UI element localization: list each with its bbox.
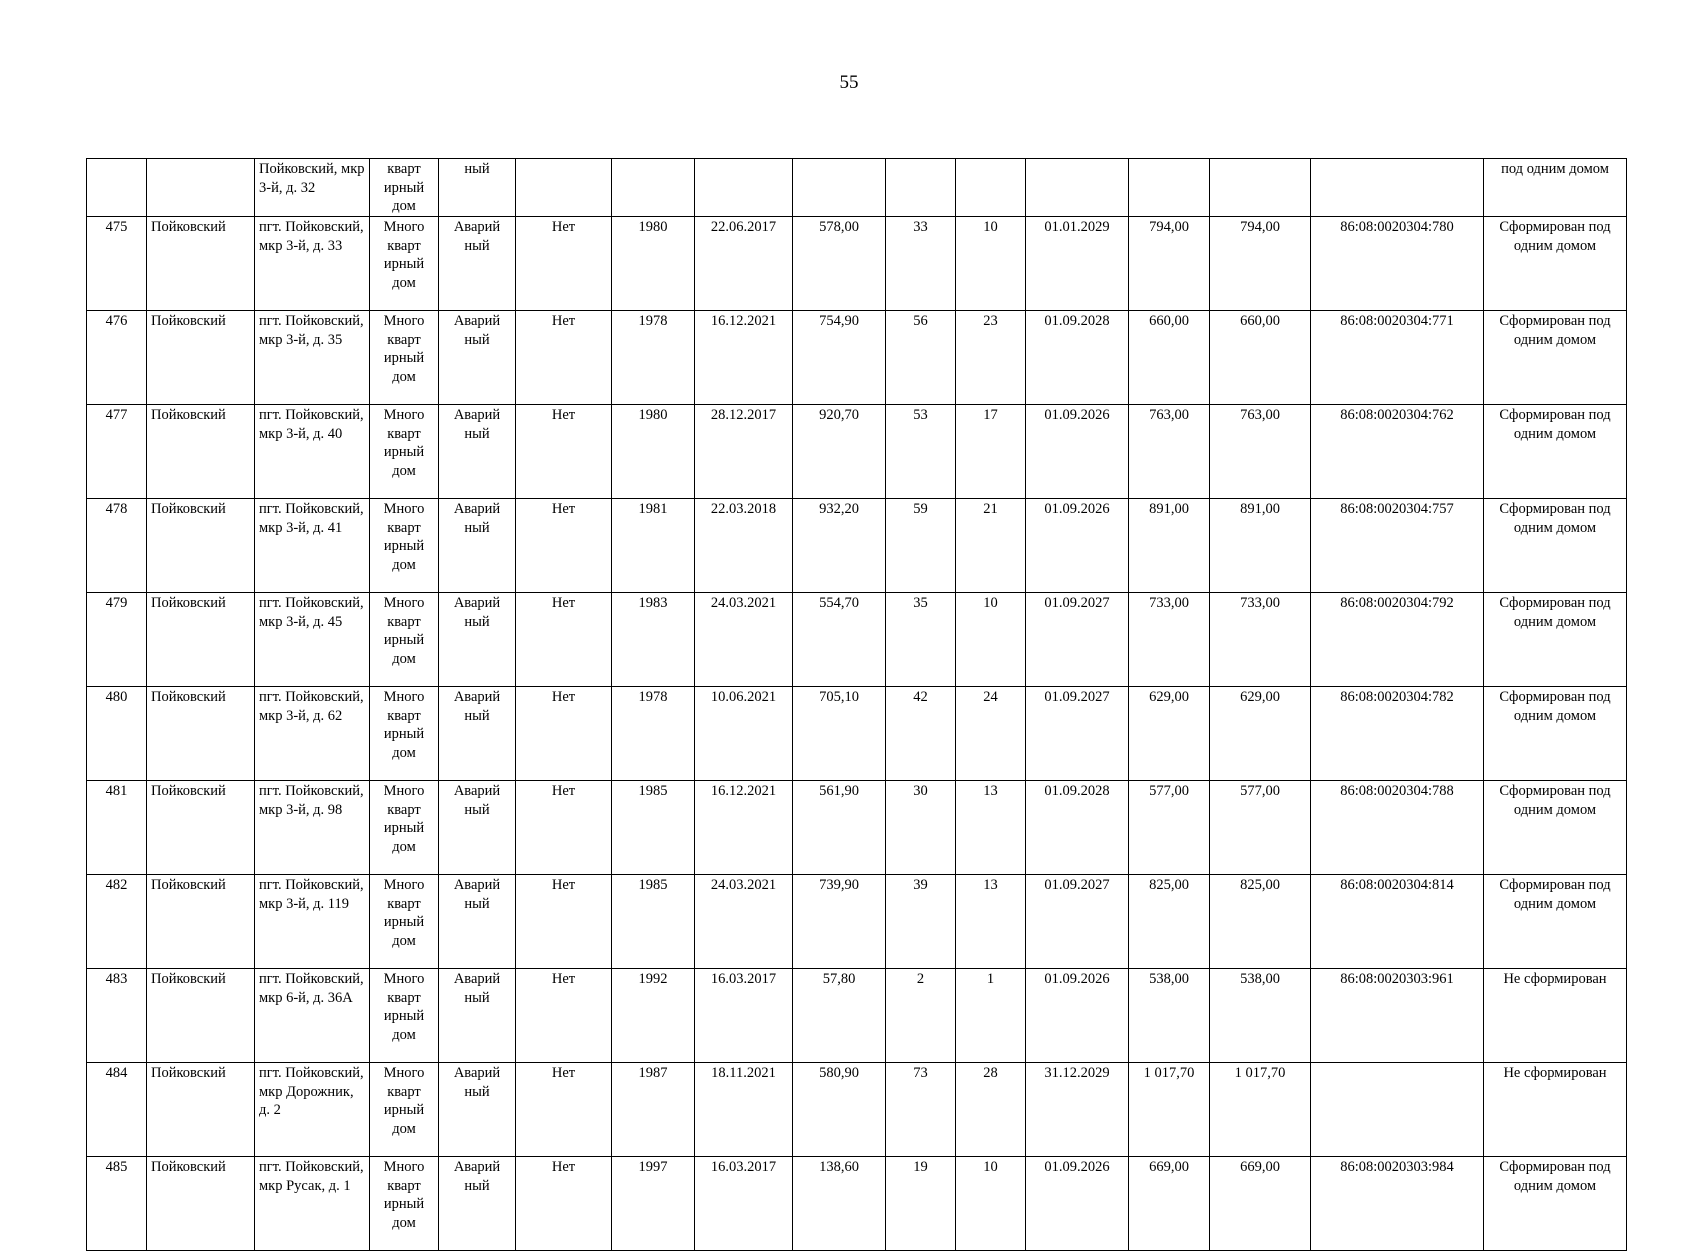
cell-land-status: Сформирован под одним домом bbox=[1484, 1157, 1627, 1251]
cell-address: пгт. Пойковский, мкр 3-й, д. 119 bbox=[255, 875, 370, 969]
cell-area: 580,90 bbox=[793, 1063, 886, 1157]
cell-cost2: 538,00 bbox=[1210, 969, 1311, 1063]
cell-condition: Аварий ный bbox=[439, 311, 516, 405]
cell-deadline: 01.09.2026 bbox=[1026, 405, 1129, 499]
cell-residents: 39 bbox=[886, 875, 956, 969]
cell-cadastral: 86:08:0020303:984 bbox=[1311, 1157, 1484, 1251]
cell-condition: Аварий ный bbox=[439, 875, 516, 969]
cell-year: 1992 bbox=[612, 969, 695, 1063]
cell-date: 28.12.2017 bbox=[695, 405, 793, 499]
cell-land-status: Сформирован под одним домом bbox=[1484, 405, 1627, 499]
cell-deadline: 01.09.2027 bbox=[1026, 593, 1129, 687]
cell-flag bbox=[516, 159, 612, 217]
cell-num bbox=[87, 159, 147, 217]
cell-date: 16.03.2017 bbox=[695, 969, 793, 1063]
cell-cost1: 733,00 bbox=[1129, 593, 1210, 687]
cell-year: 1985 bbox=[612, 781, 695, 875]
cell-num: 478 bbox=[87, 499, 147, 593]
cell-area: 754,90 bbox=[793, 311, 886, 405]
cell-address: пгт. Пойковский, мкр 6-й, д. 36А bbox=[255, 969, 370, 1063]
cell-cost2: 794,00 bbox=[1210, 217, 1311, 311]
cell-area: 561,90 bbox=[793, 781, 886, 875]
cell-deadline: 01.09.2027 bbox=[1026, 687, 1129, 781]
table-row bbox=[87, 311, 1627, 405]
cell-address: пгт. Пойковский, мкр Дорожник, д. 2 bbox=[255, 1063, 370, 1157]
cell-settlement: Пойковский bbox=[147, 969, 255, 1063]
cell-type: кварт ирный дом bbox=[370, 159, 439, 217]
table-row bbox=[87, 969, 1627, 1063]
cell-flag: Нет bbox=[516, 217, 612, 311]
cell-cost1: 577,00 bbox=[1129, 781, 1210, 875]
cell-cost2: 660,00 bbox=[1210, 311, 1311, 405]
cell-date: 18.11.2021 bbox=[695, 1063, 793, 1157]
cell-settlement: Пойковский bbox=[147, 311, 255, 405]
cell-residents: 53 bbox=[886, 405, 956, 499]
table-row bbox=[87, 499, 1627, 593]
cell-cost1: 794,00 bbox=[1129, 217, 1210, 311]
cell-land-status: Сформирован под одним домом bbox=[1484, 875, 1627, 969]
cell-land-status: Сформирован под одним домом bbox=[1484, 593, 1627, 687]
cell-area bbox=[793, 159, 886, 217]
cell-cadastral: 86:08:0020304:814 bbox=[1311, 875, 1484, 969]
cell-num: 475 bbox=[87, 217, 147, 311]
cell-settlement: Пойковский bbox=[147, 1063, 255, 1157]
cell-date: 24.03.2021 bbox=[695, 875, 793, 969]
cell-settlement: Пойковский bbox=[147, 405, 255, 499]
cell-apartments: 10 bbox=[956, 1157, 1026, 1251]
cell-address: пгт. Пойковский, мкр 3-й, д. 45 bbox=[255, 593, 370, 687]
cell-land-status: под одним домом bbox=[1484, 159, 1627, 217]
cell-address: пгт. Пойковский, мкр 3-й, д. 41 bbox=[255, 499, 370, 593]
table-row bbox=[87, 781, 1627, 875]
cell-apartments: 10 bbox=[956, 593, 1026, 687]
cell-cost1: 891,00 bbox=[1129, 499, 1210, 593]
cell-land-status: Сформирован под одним домом bbox=[1484, 687, 1627, 781]
cell-cadastral: 86:08:0020304:771 bbox=[1311, 311, 1484, 405]
cell-type: Много кварт ирный дом bbox=[370, 1157, 439, 1251]
cell-flag: Нет bbox=[516, 781, 612, 875]
cell-residents bbox=[886, 159, 956, 217]
cell-settlement: Пойковский bbox=[147, 593, 255, 687]
cell-deadline: 01.09.2028 bbox=[1026, 311, 1129, 405]
cell-year: 1978 bbox=[612, 687, 695, 781]
cell-condition: Аварий ный bbox=[439, 499, 516, 593]
cell-condition: Аварий ный bbox=[439, 1063, 516, 1157]
cell-address: пгт. Пойковский, мкр 3-й, д. 33 bbox=[255, 217, 370, 311]
cell-num: 479 bbox=[87, 593, 147, 687]
cell-cadastral: 86:08:0020304:782 bbox=[1311, 687, 1484, 781]
cell-year: 1981 bbox=[612, 499, 695, 593]
cell-year: 1997 bbox=[612, 1157, 695, 1251]
cell-cost2: 891,00 bbox=[1210, 499, 1311, 593]
cell-cadastral: 86:08:0020304:762 bbox=[1311, 405, 1484, 499]
cell-year: 1980 bbox=[612, 405, 695, 499]
cell-type: Много кварт ирный дом bbox=[370, 593, 439, 687]
cell-settlement: Пойковский bbox=[147, 687, 255, 781]
cell-apartments: 21 bbox=[956, 499, 1026, 593]
cell-cadastral: 86:08:0020304:780 bbox=[1311, 217, 1484, 311]
cell-flag: Нет bbox=[516, 499, 612, 593]
cell-cadastral: 86:08:0020304:788 bbox=[1311, 781, 1484, 875]
cell-address: пгт. Пойковский, мкр 3-й, д. 98 bbox=[255, 781, 370, 875]
cell-type: Много кварт ирный дом bbox=[370, 969, 439, 1063]
cell-apartments bbox=[956, 159, 1026, 217]
table-row bbox=[87, 593, 1627, 687]
cell-land-status: Сформирован под одним домом bbox=[1484, 499, 1627, 593]
cell-settlement: Пойковский bbox=[147, 1157, 255, 1251]
cell-flag: Нет bbox=[516, 969, 612, 1063]
cell-address: пгт. Пойковский, мкр 3-й, д. 62 bbox=[255, 687, 370, 781]
cell-year: 1980 bbox=[612, 217, 695, 311]
cell-apartments: 23 bbox=[956, 311, 1026, 405]
cell-date: 16.12.2021 bbox=[695, 311, 793, 405]
cell-num: 481 bbox=[87, 781, 147, 875]
cell-date: 10.06.2021 bbox=[695, 687, 793, 781]
cell-cost1: 629,00 bbox=[1129, 687, 1210, 781]
cell-date bbox=[695, 159, 793, 217]
cell-cost1: 538,00 bbox=[1129, 969, 1210, 1063]
cell-area: 932,20 bbox=[793, 499, 886, 593]
cell-cost2: 629,00 bbox=[1210, 687, 1311, 781]
cell-land-status: Не сформирован bbox=[1484, 1063, 1627, 1157]
cell-apartments: 13 bbox=[956, 781, 1026, 875]
cell-area: 920,70 bbox=[793, 405, 886, 499]
cell-cost2 bbox=[1210, 159, 1311, 217]
cell-date: 16.03.2017 bbox=[695, 1157, 793, 1251]
cell-deadline: 01.09.2028 bbox=[1026, 781, 1129, 875]
cell-land-status: Не сформирован bbox=[1484, 969, 1627, 1063]
cell-apartments: 24 bbox=[956, 687, 1026, 781]
cell-flag: Нет bbox=[516, 405, 612, 499]
cell-cadastral bbox=[1311, 159, 1484, 217]
cell-cost2: 669,00 bbox=[1210, 1157, 1311, 1251]
cell-num: 482 bbox=[87, 875, 147, 969]
cell-type: Много кварт ирный дом bbox=[370, 781, 439, 875]
cell-residents: 19 bbox=[886, 1157, 956, 1251]
cell-num: 476 bbox=[87, 311, 147, 405]
table-row bbox=[87, 1063, 1627, 1157]
cell-deadline: 01.09.2026 bbox=[1026, 969, 1129, 1063]
cell-condition: Аварий ный bbox=[439, 1157, 516, 1251]
cell-type: Много кварт ирный дом bbox=[370, 217, 439, 311]
cell-flag: Нет bbox=[516, 687, 612, 781]
cell-address: пгт. Пойковский, мкр 3-й, д. 40 bbox=[255, 405, 370, 499]
cell-flag: Нет bbox=[516, 875, 612, 969]
cell-area: 705,10 bbox=[793, 687, 886, 781]
page-number: 55 bbox=[839, 72, 859, 93]
cell-type: Много кварт ирный дом bbox=[370, 405, 439, 499]
cell-settlement: Пойковский bbox=[147, 781, 255, 875]
cell-area: 57,80 bbox=[793, 969, 886, 1063]
cell-cadastral bbox=[1311, 1063, 1484, 1157]
cell-year: 1985 bbox=[612, 875, 695, 969]
cell-apartments: 1 bbox=[956, 969, 1026, 1063]
cell-type: Много кварт ирный дом bbox=[370, 875, 439, 969]
cell-settlement bbox=[147, 159, 255, 217]
cell-condition: Аварий ный bbox=[439, 969, 516, 1063]
table-row bbox=[87, 1157, 1627, 1251]
cell-date: 16.12.2021 bbox=[695, 781, 793, 875]
cell-num: 477 bbox=[87, 405, 147, 499]
cell-settlement: Пойковский bbox=[147, 217, 255, 311]
cell-address: Пойковский, мкр 3-й, д. 32 bbox=[255, 159, 370, 217]
cell-cadastral: 86:08:0020304:792 bbox=[1311, 593, 1484, 687]
cell-land-status: Сформирован под одним домом bbox=[1484, 781, 1627, 875]
cell-cost2: 577,00 bbox=[1210, 781, 1311, 875]
cell-condition: Аварий ный bbox=[439, 687, 516, 781]
cell-apartments: 17 bbox=[956, 405, 1026, 499]
cell-address: пгт. Пойковский, мкр 3-й, д. 35 bbox=[255, 311, 370, 405]
cell-residents: 30 bbox=[886, 781, 956, 875]
cell-cost2: 825,00 bbox=[1210, 875, 1311, 969]
table-row-continuation bbox=[87, 159, 1627, 217]
cell-condition: Аварий ный bbox=[439, 593, 516, 687]
cell-apartments: 13 bbox=[956, 875, 1026, 969]
cell-type: Много кварт ирный дом bbox=[370, 1063, 439, 1157]
cell-deadline: 31.12.2029 bbox=[1026, 1063, 1129, 1157]
cell-cost1: 660,00 bbox=[1129, 311, 1210, 405]
cell-num: 483 bbox=[87, 969, 147, 1063]
cell-settlement: Пойковский bbox=[147, 875, 255, 969]
cell-land-status: Сформирован под одним домом bbox=[1484, 311, 1627, 405]
cell-cost1: 669,00 bbox=[1129, 1157, 1210, 1251]
cell-cost1 bbox=[1129, 159, 1210, 217]
cell-area: 578,00 bbox=[793, 217, 886, 311]
cell-residents: 59 bbox=[886, 499, 956, 593]
cell-year: 1978 bbox=[612, 311, 695, 405]
cell-residents: 42 bbox=[886, 687, 956, 781]
cell-type: Много кварт ирный дом bbox=[370, 311, 439, 405]
cell-address: пгт. Пойковский, мкр Русак, д. 1 bbox=[255, 1157, 370, 1251]
cell-date: 24.03.2021 bbox=[695, 593, 793, 687]
cell-condition: Аварий ный bbox=[439, 217, 516, 311]
cell-deadline: 01.01.2029 bbox=[1026, 217, 1129, 311]
cell-year: 1983 bbox=[612, 593, 695, 687]
cell-cost1: 825,00 bbox=[1129, 875, 1210, 969]
cell-settlement: Пойковский bbox=[147, 499, 255, 593]
cell-apartments: 28 bbox=[956, 1063, 1026, 1157]
cell-num: 485 bbox=[87, 1157, 147, 1251]
table-row bbox=[87, 405, 1627, 499]
cell-condition: Аварий ный bbox=[439, 781, 516, 875]
cell-residents: 35 bbox=[886, 593, 956, 687]
cell-deadline: 01.09.2027 bbox=[1026, 875, 1129, 969]
cell-land-status: Сформирован под одним домом bbox=[1484, 217, 1627, 311]
cell-cost2: 733,00 bbox=[1210, 593, 1311, 687]
cell-flag: Нет bbox=[516, 311, 612, 405]
cell-deadline: 01.09.2026 bbox=[1026, 1157, 1129, 1251]
cell-residents: 2 bbox=[886, 969, 956, 1063]
cell-cadastral: 86:08:0020304:757 bbox=[1311, 499, 1484, 593]
cell-residents: 33 bbox=[886, 217, 956, 311]
table-row bbox=[87, 217, 1627, 311]
cell-area: 138,60 bbox=[793, 1157, 886, 1251]
cell-date: 22.03.2018 bbox=[695, 499, 793, 593]
cell-cost2: 1 017,70 bbox=[1210, 1063, 1311, 1157]
cell-flag: Нет bbox=[516, 1063, 612, 1157]
cell-type: Много кварт ирный дом bbox=[370, 687, 439, 781]
cell-year: 1987 bbox=[612, 1063, 695, 1157]
cell-num: 484 bbox=[87, 1063, 147, 1157]
cell-cost1: 1 017,70 bbox=[1129, 1063, 1210, 1157]
cell-condition: Аварий ный bbox=[439, 405, 516, 499]
cell-year bbox=[612, 159, 695, 217]
housing-registry-table bbox=[86, 158, 1627, 1251]
table-body bbox=[87, 159, 1627, 1251]
cell-num: 480 bbox=[87, 687, 147, 781]
cell-flag: Нет bbox=[516, 593, 612, 687]
cell-cost1: 763,00 bbox=[1129, 405, 1210, 499]
cell-area: 554,70 bbox=[793, 593, 886, 687]
cell-deadline bbox=[1026, 159, 1129, 217]
cell-condition: ный bbox=[439, 159, 516, 217]
cell-deadline: 01.09.2026 bbox=[1026, 499, 1129, 593]
table-row bbox=[87, 875, 1627, 969]
cell-cost2: 763,00 bbox=[1210, 405, 1311, 499]
cell-type: Много кварт ирный дом bbox=[370, 499, 439, 593]
cell-cadastral: 86:08:0020303:961 bbox=[1311, 969, 1484, 1063]
cell-apartments: 10 bbox=[956, 217, 1026, 311]
cell-residents: 56 bbox=[886, 311, 956, 405]
cell-residents: 73 bbox=[886, 1063, 956, 1157]
cell-date: 22.06.2017 bbox=[695, 217, 793, 311]
cell-area: 739,90 bbox=[793, 875, 886, 969]
cell-flag: Нет bbox=[516, 1157, 612, 1251]
table-row bbox=[87, 687, 1627, 781]
